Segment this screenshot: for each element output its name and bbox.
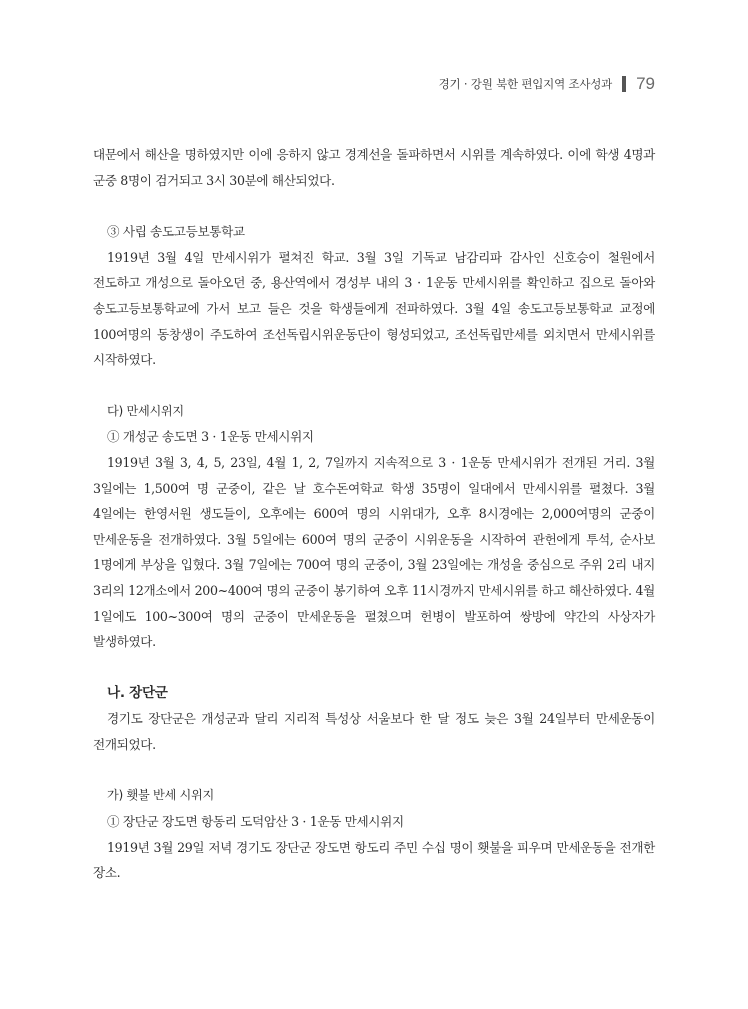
paragraph-songdo-myeon: 1919년 3월 3, 4, 5, 23일, 4월 1, 2, 7일까지 지속적으로 3 · 1운동 만세시위가 전개된 거리. 3월 3일에는 1,500여 명 군중이, 같은 날 호수돈여학교 학생 35명이 일대에서 만세시위를 펼쳤다. 3월 4일에는 한영서원 생도들이, 오후에는 600여 명의 시위대가, 오후 8시경에는 2,000여명의 군중이 만세운동을 전개하였다. 3월 5일에는 600여 명의 군중이 시위운동을 시작하여 관헌에게 투석, 순사보 1명에게 부상을 입혔다. 3월 7일에는 700여 명의 군중이, 3월 23일에는 개성을 중심으로 주위 2리 내지 3리의 12개소에서 200~400여 명의 군중이 봉기하여 오후 11시경까지 만세시위를 하고 해산하였다. 4월 1일에도 100~300여 명의 군중이 만세운동을 펼쳤으며 헌병이 발포하여 쌍방에 약간의 사상자가 발생하였다. xyxy=(93,454,655,650)
page-number: 79 xyxy=(636,74,655,93)
paragraph-jangdan-intro: 경기도 장단군은 개성군과 달리 지리적 특성상 서울보다 한 달 정도 늦은 3월 24일부터 만세운동이 전개되었다. xyxy=(93,711,655,752)
running-header xyxy=(439,74,655,94)
item-heading-dodeokamsan: ① 장단군 장도면 항동리 도덕암산 3 · 1운동 만세시위지 xyxy=(107,814,404,830)
item-heading-songdo-school: ③ 사립 송도고등보통학교 xyxy=(107,224,245,240)
header-divider-bar xyxy=(622,76,626,92)
running-title: 경기 · 강원 북한 편입지역 조사성과 xyxy=(438,77,613,91)
item-heading-songdo-myeon: ① 개성군 송도면 3 · 1운동 만세시위지 xyxy=(107,429,314,445)
paragraph-songdo-school: 1919년 3월 4일 만세시위가 펼쳐진 학교. 3월 3일 기독교 남감리파 감사인 신호승이 철원에서 전도하고 개성으로 돌아오던 중, 용산역에서 경성부 내의 3 · 1운동 만세시위를 확인하고 집으로 돌아와 송도고등보통학교에 가서 보고 들은 것을 학생들에게 전파하였다. 3월 4일 송도고등보통학교 교정에 100여명의 동창생이 주도하여 조선독립시위운동단이 형성되었고, 조선독립만세를 외치면서 만세시위를 시작하였다. xyxy=(93,249,655,368)
paragraph-continuation: 대문에서 해산을 명하였지만 이에 응하지 않고 경계선을 돌파하면서 시위를 계속하였다. 이에 학생 4명과 군중 8명이 검거되고 3시 30분에 해산되었다. xyxy=(93,147,655,188)
page-body xyxy=(93,142,655,886)
paragraph-dodeokamsan: 1919년 3월 29일 저녁 경기도 장단군 장도면 항도리 주민 수십 명이 횃불을 피우며 만세운동을 전개한 장소. xyxy=(93,839,655,881)
subsection-heading-protest-sites: 다) 만세시위지 xyxy=(107,403,184,418)
subsection-heading-torch-protest: 가) 횃불 반세 시위지 xyxy=(107,788,214,803)
section-heading-jangdan: 나. 장단군 xyxy=(107,684,168,701)
